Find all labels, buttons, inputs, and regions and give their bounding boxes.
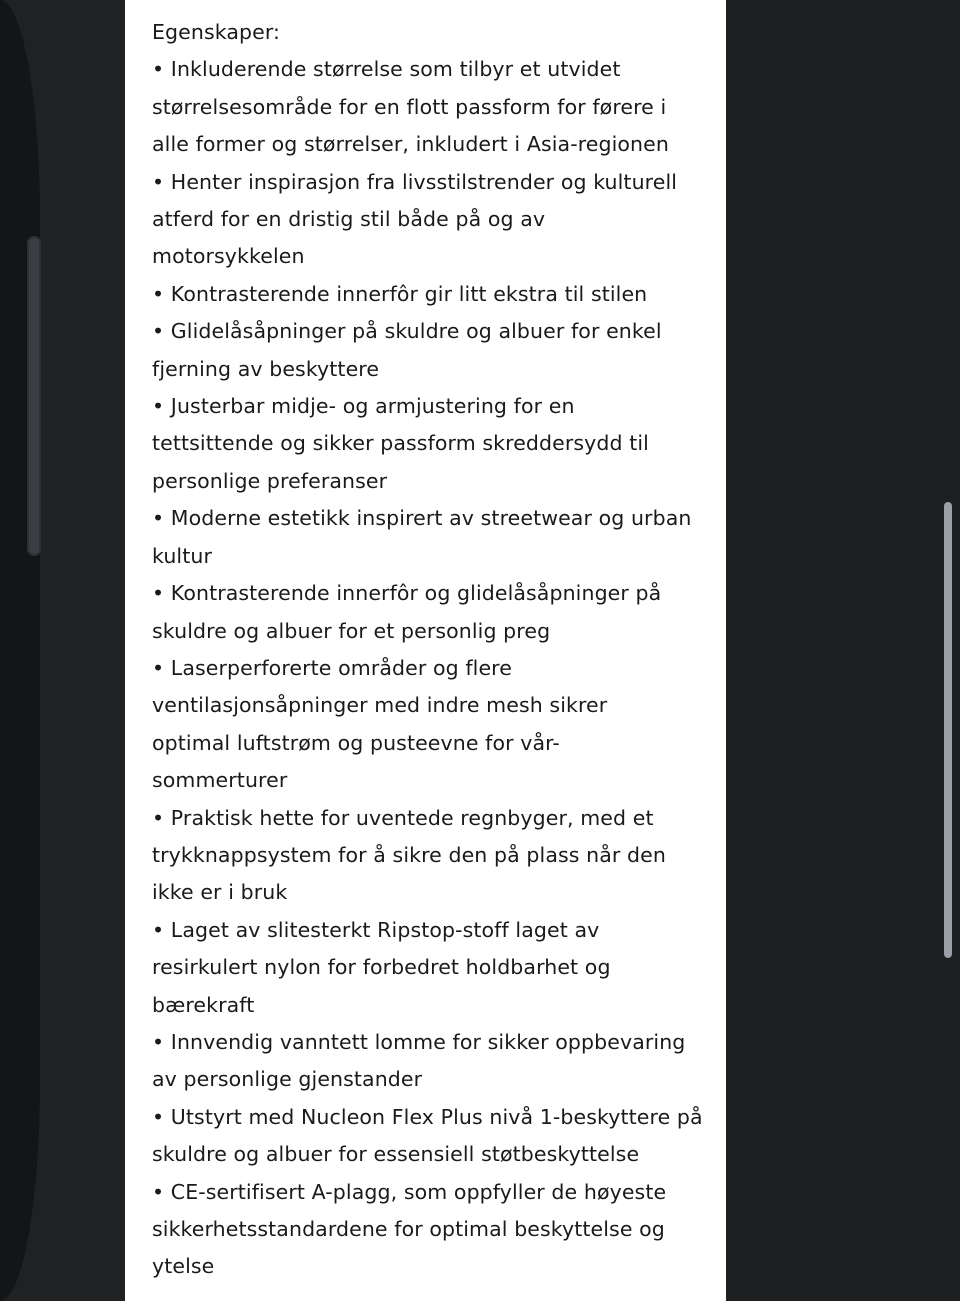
text-line: atferd for en dristig stil både på og av [152, 207, 546, 232]
text-line: • Laget av slitesterkt Ripstop-stoff laget av [152, 917, 600, 942]
text-line: bærekraft [152, 992, 255, 1017]
text-line: • Praktisk hette for uventede regnbyger, med et [152, 805, 654, 830]
text-line: • Kontrasterende innerfôr og glidelåsåpninger på [152, 581, 662, 606]
text-line: fjerning av beskyttere [152, 356, 380, 381]
text-line: personlige preferanser [152, 468, 388, 493]
text-line: sikkerhetsstandardene for optimal beskyttelse og [152, 1217, 665, 1241]
text-line: • Justerbar midje- og armjustering for en [152, 394, 575, 419]
device-curved-edge [0, 0, 40, 1301]
text-line: skuldre og albuer for essensiell støtbeskyttelse [152, 1142, 640, 1167]
description-card [125, 0, 726, 1301]
text-line: optimal luftstrøm og pusteevne for vår- [152, 730, 560, 755]
side-drag-handle[interactable] [27, 236, 41, 556]
text-line: alle former og størrelser, inkludert i Asia-regionen [152, 132, 669, 157]
text-line: • Kontrasterende innerfôr gir litt ekstra til stilen [152, 281, 648, 306]
text-line: • Laserperforerte områder og flere [152, 655, 512, 680]
text-line: motorsykkelen [152, 244, 305, 269]
text-line: • Utstyrt med Nucleon Flex Plus nivå 1-beskyttere på [152, 1104, 703, 1129]
text-line: ytelse [152, 1254, 215, 1279]
text-line: • Glidelåsåpninger på skuldre og albuer for enkel [152, 319, 662, 344]
text-line: kultur [152, 543, 212, 568]
text-line: trykknappsystem for å sikre den på plass når den [152, 842, 666, 867]
text-line: • Inkluderende størrelse som tilbyr et utvidet [152, 57, 621, 82]
text-line: størrelsesområde for en flott passform for førere i [152, 94, 667, 119]
text-line: • Moderne estetikk inspirert av streetwear og urban [152, 506, 692, 531]
text-line: av personlige gjenstander [152, 1067, 423, 1092]
features-heading: Egenskaper: [152, 20, 281, 44]
text-line: • Henter inspirasjon fra livsstilstrender og kulturell [152, 169, 678, 194]
text-line: • CE-sertifisert A-plagg, som oppfyller de høyeste [152, 1179, 667, 1204]
text-line: ventilasjonsåpninger med indre mesh sikrer [152, 693, 608, 718]
features-text [152, 14, 712, 1286]
text-line: skuldre og albuer for et personlig preg [152, 618, 551, 643]
right-panel-edge [726, 0, 960, 1301]
scrollbar-thumb[interactable] [944, 502, 952, 958]
text-line: ikke er i bruk [152, 880, 288, 905]
text-line: resirkulert nylon for forbedret holdbarhet og [152, 955, 611, 980]
text-line: sommerturer [152, 768, 288, 793]
text-line: • Innvendig vanntett lomme for sikker oppbevaring [152, 1029, 686, 1054]
text-line: tettsittende og sikker passform skreddersydd til [152, 431, 649, 456]
